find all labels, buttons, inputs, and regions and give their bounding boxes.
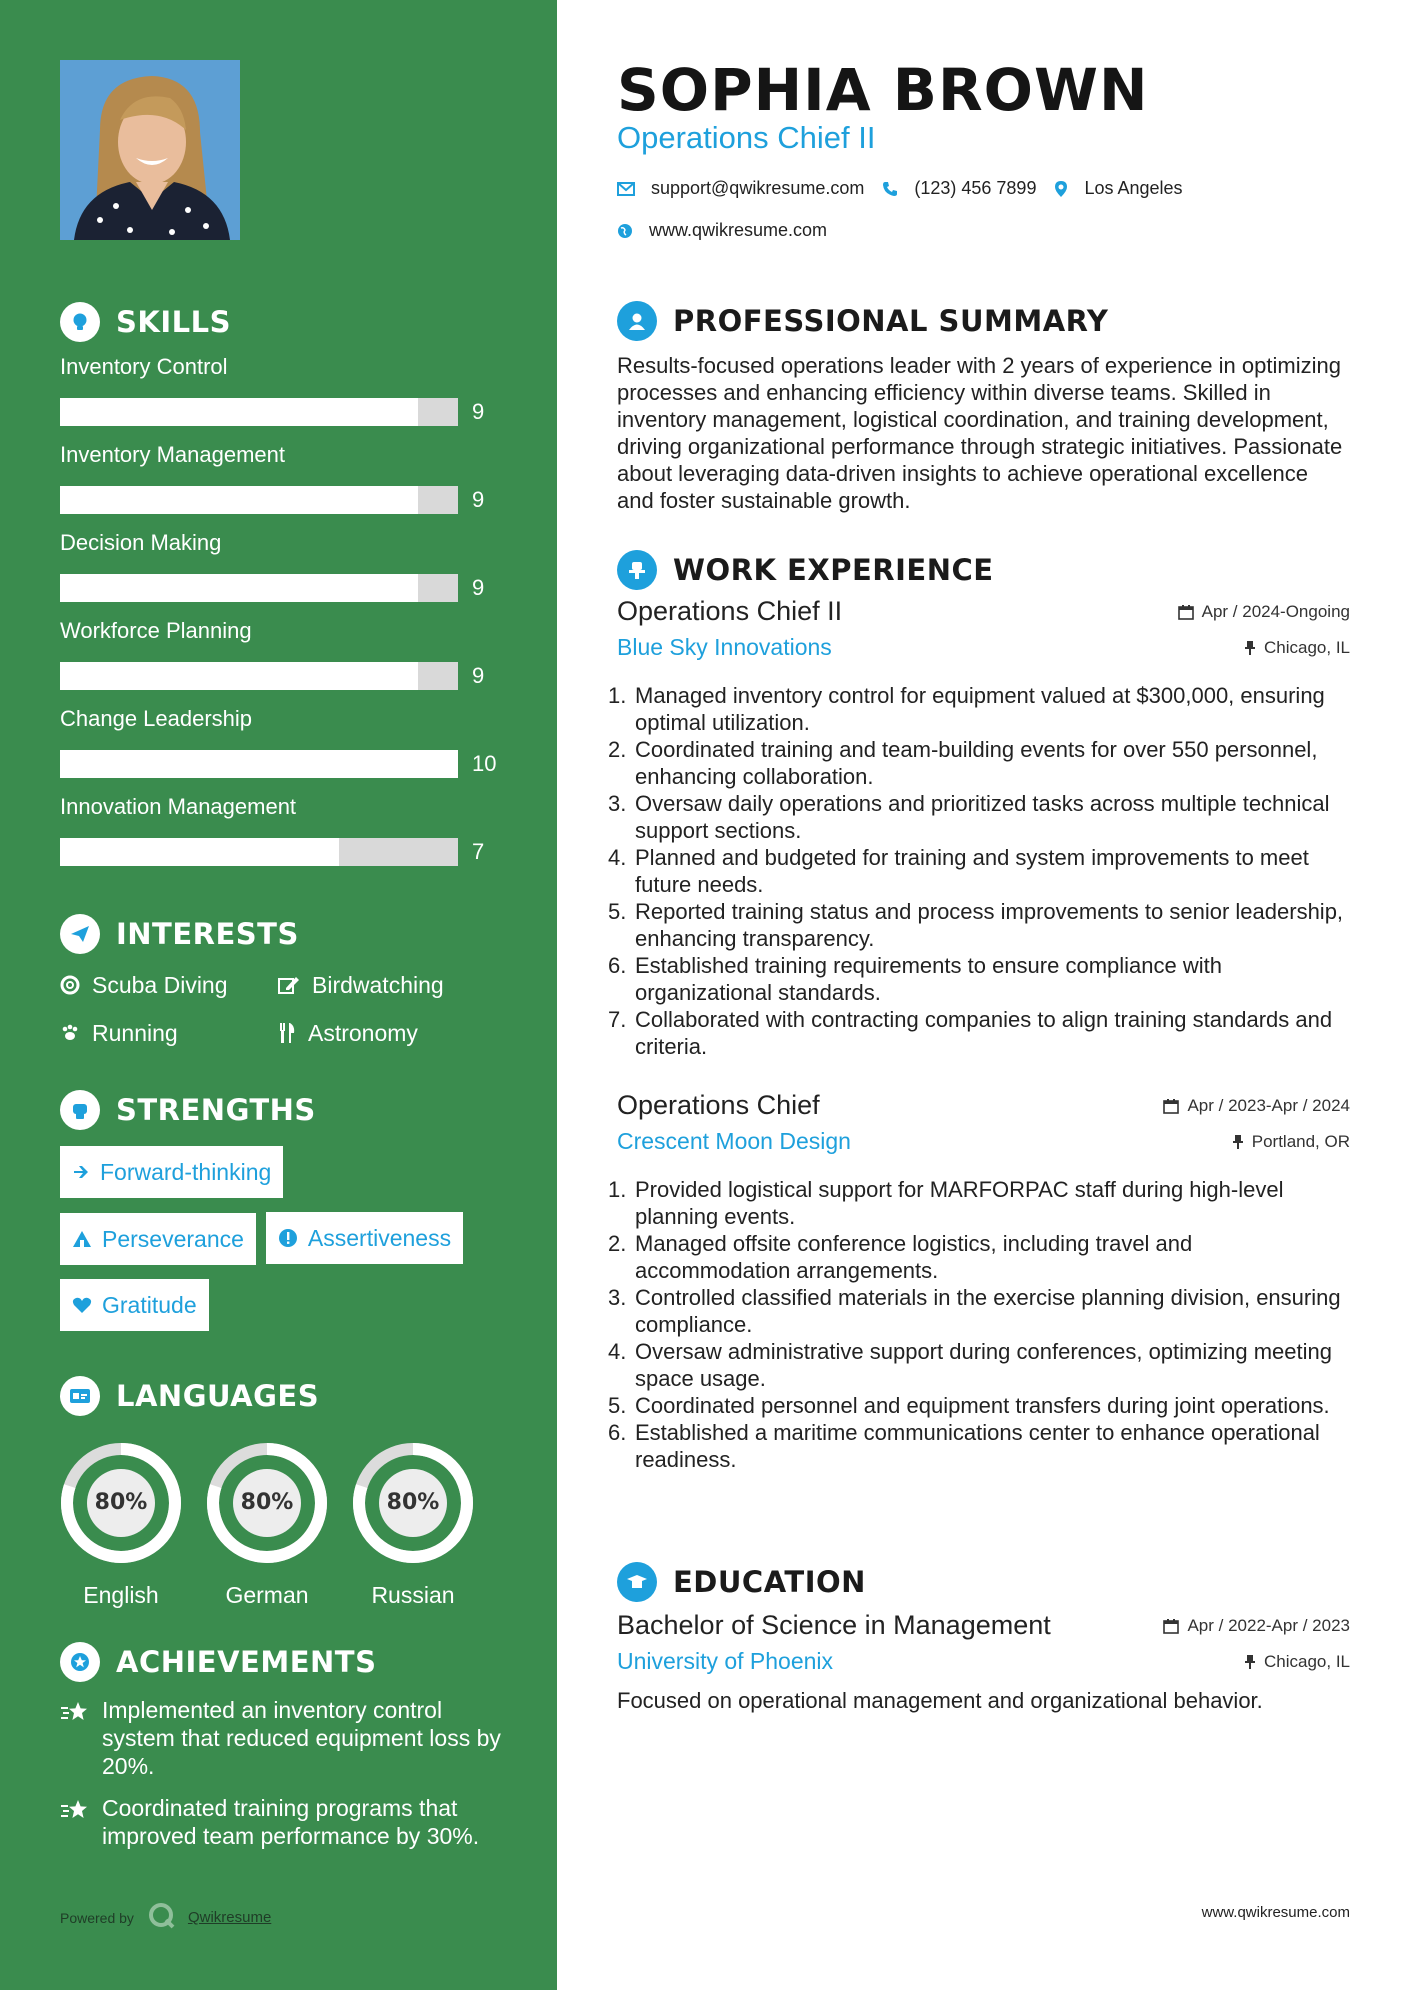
- bullet-number: 4.: [608, 1339, 627, 1364]
- skill-bar-fill: [60, 486, 418, 514]
- qwikresume-link[interactable]: Qwikresume: [187, 1909, 272, 1926]
- strength-tag: [266, 1212, 463, 1264]
- skill-level: 9: [472, 575, 485, 600]
- calendar-icon: [1163, 1098, 1179, 1114]
- bullet-text: Controlled classified materials in the exercise planning division, ensuring compliance.: [635, 1285, 1341, 1337]
- strengths-section: [60, 1090, 500, 1345]
- website-row: [617, 220, 845, 241]
- skill-name: Inventory Control: [60, 354, 228, 379]
- strength-label: Gratitude: [102, 1291, 197, 1318]
- job-location-text: Chicago, IL: [1264, 638, 1350, 657]
- exclamation-circle-icon: [278, 1228, 298, 1248]
- qwikresume-logo-icon: [148, 1902, 176, 1933]
- skill-bar-fill: [60, 838, 339, 866]
- graduation-cap-icon: [617, 1562, 657, 1602]
- utensils-icon: [278, 1022, 296, 1044]
- skill-bar: [60, 750, 458, 778]
- interest-label: Scuba Diving: [92, 971, 228, 998]
- skill-list: [60, 350, 497, 878]
- interest-item: [278, 1016, 498, 1050]
- bullet-text: Reported training status and process improvements to senior leadership, enhancing transparency.: [635, 899, 1344, 951]
- briefcase-icon: [617, 550, 657, 590]
- language-list: [60, 1442, 498, 1609]
- job-bullet: [608, 1230, 1350, 1284]
- skill-item: [60, 350, 485, 438]
- job-dates: [1178, 602, 1350, 622]
- language-item: [352, 1442, 474, 1609]
- skill-name: Decision Making: [60, 530, 222, 555]
- degree-name: Bachelor of Science in Management: [617, 1610, 1051, 1640]
- languages-title: LANGUAGES: [116, 1379, 320, 1413]
- language-item: [206, 1442, 328, 1609]
- interests-title: INTERESTS: [116, 917, 299, 951]
- achievement-item: [60, 1696, 502, 1780]
- job-dates: [1163, 1096, 1350, 1116]
- skill-bar-fill: [60, 398, 418, 426]
- phone-text: (123) 456 7899: [914, 178, 1037, 198]
- shooting-star-icon: [60, 1798, 90, 1822]
- bullet-number: 2.: [608, 1231, 627, 1256]
- bullet-text: Coordinated personnel and equipment transfers during joint operations.: [635, 1393, 1330, 1418]
- strengths-header: [60, 1090, 500, 1130]
- email-contact[interactable]: [617, 178, 864, 199]
- phone-icon: [882, 181, 898, 197]
- education-dates-text: Apr / 2022-Apr / 2023: [1187, 1616, 1350, 1635]
- language-progress-ring: [352, 1442, 474, 1564]
- skill-bar: [60, 398, 458, 426]
- user-icon: [617, 301, 657, 341]
- strength-list: [60, 1146, 500, 1345]
- job-location: [1244, 638, 1350, 658]
- achievement-list: [60, 1696, 502, 1850]
- skill-item: [60, 790, 485, 878]
- languages-header: [60, 1376, 498, 1416]
- education-dates: [1163, 1616, 1350, 1636]
- job-location-text: Portland, OR: [1251, 1132, 1350, 1151]
- bullet-text: Managed offsite conference logistics, including travel and accommodation arrangements.: [635, 1231, 1193, 1283]
- candidate-name: SOPHIA BROWN: [617, 56, 1149, 124]
- language-percent: 80%: [94, 1490, 148, 1515]
- bullet-number: 6.: [608, 953, 627, 978]
- heart-icon: [72, 1296, 92, 1314]
- experience-title: WORK EXPERIENCE: [673, 553, 994, 587]
- skill-name: Workforce Planning: [60, 618, 252, 643]
- skill-bar-fill: [60, 574, 418, 602]
- bullet-text: Oversaw daily operations and prioritized tasks across multiple technical support sections.: [635, 791, 1330, 843]
- job-dates-text: Apr / 2024-Ongoing: [1201, 602, 1350, 621]
- fist-icon: [60, 1090, 100, 1130]
- job-bullet: [608, 1284, 1350, 1338]
- mountain-icon: [72, 1230, 92, 1248]
- interests-section: [60, 914, 498, 1050]
- website-contact[interactable]: [617, 220, 827, 241]
- paw-icon: [60, 1023, 80, 1043]
- sidebar: [0, 0, 557, 1990]
- paper-plane-icon: [60, 914, 100, 954]
- skill-name: Change Leadership: [60, 706, 253, 731]
- skill-bar-fill: [60, 662, 418, 690]
- job-role: Operations Chief II: [617, 596, 843, 626]
- skill-level: 9: [472, 487, 485, 512]
- skill-bar: [60, 486, 458, 514]
- job-bullet: [608, 790, 1350, 844]
- strength-tag: [60, 1279, 209, 1331]
- job-bullets: [608, 682, 1350, 1060]
- bullet-text: Established training requirements to ensure compliance with organizational standards.: [635, 953, 1222, 1005]
- skill-name: Inventory Management: [60, 442, 286, 467]
- language-progress-ring: [60, 1442, 182, 1564]
- skill-bar-fill: [60, 750, 458, 778]
- job-bullet: [608, 1176, 1350, 1230]
- location-contact: [1054, 178, 1182, 199]
- summary-text: Results-focused operations leader with 2 years of experience in optimizing processes and enhancing efficiency within diverse teams. Skilled in inventory management, logistical coordination, and training development, driving organizational performance through strategic initiatives. Passionate about leveraging data-driven insights to achieve operational excellence and foster sustainable growth.: [617, 353, 1343, 513]
- skill-bar: [60, 838, 458, 866]
- strength-label: Assertiveness: [307, 1224, 452, 1251]
- envelope-icon: [617, 182, 635, 196]
- job-entry: [608, 596, 1350, 1060]
- job-dates-text: Apr / 2023-Apr / 2024: [1187, 1096, 1350, 1115]
- job-bullets: [608, 1176, 1350, 1473]
- bullet-number: 3.: [608, 791, 627, 816]
- language-name: German: [225, 1582, 309, 1608]
- powered-by: [60, 1902, 271, 1933]
- calendar-icon: [1163, 1618, 1179, 1634]
- bullet-number: 1.: [608, 683, 627, 708]
- profile-photo: [60, 60, 240, 240]
- phone-contact[interactable]: [882, 178, 1036, 199]
- job-bullet: [608, 898, 1350, 952]
- job-bullet: [608, 1392, 1350, 1419]
- bullet-text: Managed inventory control for equipment valued at $300,000, ensuring optimal utilization.: [635, 683, 1325, 735]
- calendar-icon: [1178, 604, 1194, 620]
- achievement-item: [60, 1794, 502, 1850]
- job-bullet: [608, 844, 1350, 898]
- school-name: University of Phoenix: [617, 1648, 834, 1674]
- skills-title: SKILLS: [116, 305, 231, 339]
- bullet-text: Coordinated training and team-building events for over 550 personnel, enhancing collaboration.: [635, 737, 1318, 789]
- interest-label: Astronomy: [308, 1019, 418, 1046]
- language-percent: 80%: [240, 1490, 294, 1515]
- strength-label: Perseverance: [102, 1225, 244, 1252]
- job-bullet: [608, 1338, 1350, 1392]
- star-badge-icon: [60, 1642, 100, 1682]
- skill-level: 9: [472, 663, 485, 688]
- strength-tag: [60, 1213, 256, 1265]
- skill-item: [60, 526, 485, 614]
- education-header: [617, 1562, 866, 1602]
- skill-item: [60, 614, 485, 702]
- language-name: English: [83, 1582, 159, 1608]
- education-location-text: Chicago, IL: [1264, 1652, 1350, 1671]
- footer-url[interactable]: www.qwikresume.com: [1201, 1904, 1350, 1921]
- bullet-number: 5.: [608, 899, 627, 924]
- candidate-title: Operations Chief II: [617, 120, 876, 155]
- job-bullet: [608, 736, 1350, 790]
- globe-icon: [617, 223, 633, 239]
- edit-icon: [278, 975, 300, 995]
- map-marker-icon: [1054, 180, 1068, 198]
- skill-bar: [60, 574, 458, 602]
- job-company: Crescent Moon Design: [617, 1128, 851, 1154]
- bullet-text: Oversaw administrative support during conferences, optimizing meeting space usage.: [635, 1339, 1332, 1391]
- job-entry: [608, 1090, 1350, 1473]
- language-item: [60, 1442, 182, 1609]
- education-location: [1244, 1652, 1350, 1672]
- job-location: [1232, 1132, 1350, 1152]
- shooting-star-icon: [60, 1700, 90, 1724]
- interest-list: [60, 968, 498, 1050]
- language-progress-ring: [206, 1442, 328, 1564]
- bullet-number: 7.: [608, 1007, 627, 1032]
- job-bullet: [608, 952, 1350, 1006]
- location-text: Los Angeles: [1084, 178, 1183, 198]
- strength-label: Forward-thinking: [100, 1158, 272, 1185]
- pin-icon: [1244, 1654, 1256, 1670]
- bullet-number: 2.: [608, 737, 627, 762]
- job-bullet: [608, 1006, 1350, 1060]
- job-bullet: [608, 682, 1350, 736]
- achievements-title: ACHIEVEMENTS: [116, 1645, 377, 1679]
- strength-row: [60, 1212, 500, 1279]
- skills-section: [60, 302, 497, 878]
- experience-header: [617, 550, 994, 590]
- summary-title: PROFESSIONAL SUMMARY: [673, 304, 1109, 338]
- job-company: Blue Sky Innovations: [617, 634, 832, 660]
- achievements-section: [60, 1642, 502, 1850]
- interest-label: Birdwatching: [312, 971, 444, 998]
- strengths-title: STRENGTHS: [116, 1093, 316, 1127]
- bullet-number: 5.: [608, 1393, 627, 1418]
- interests-header: [60, 914, 498, 954]
- life-ring-icon: [60, 975, 80, 995]
- bullet-number: 6.: [608, 1420, 627, 1445]
- achievement-text: Implemented an inventory control system that reduced equipment loss by 20%.: [102, 1697, 501, 1779]
- language-icon: [60, 1376, 100, 1416]
- contact-row: [617, 178, 1201, 199]
- interest-item: [60, 1016, 278, 1050]
- strength-row: [60, 1146, 500, 1212]
- bullet-number: 4.: [608, 845, 627, 870]
- job-bullet: [608, 1419, 1350, 1473]
- education-entry: [617, 1610, 1350, 1714]
- bullet-number: 3.: [608, 1285, 627, 1310]
- skill-item: [60, 702, 497, 790]
- language-percent: 80%: [386, 1490, 440, 1515]
- bullet-text: Provided logistical support for MARFORPAC staff during high-level planning events.: [635, 1177, 1284, 1229]
- achievements-header: [60, 1642, 502, 1682]
- interest-item: [278, 968, 498, 1002]
- arrow-right-icon: [72, 1163, 90, 1181]
- powered-by-label: Powered by: [60, 1909, 134, 1926]
- achievement-text: Coordinated training programs that improved team performance by 30%.: [102, 1795, 480, 1849]
- bullet-text: Collaborated with contracting companies to align training standards and criteria.: [635, 1007, 1333, 1059]
- pin-icon: [1244, 640, 1256, 656]
- bullet-number: 1.: [608, 1177, 627, 1202]
- language-name: Russian: [371, 1582, 455, 1608]
- skill-level: 7: [472, 839, 485, 864]
- interest-label: Running: [92, 1019, 178, 1046]
- bullet-text: Planned and budgeted for training and system improvements to meet future needs.: [635, 845, 1309, 897]
- education-description: Focused on operational management and organizational behavior.: [617, 1688, 1263, 1713]
- languages-section: [60, 1376, 498, 1609]
- education-title: EDUCATION: [673, 1565, 866, 1599]
- skill-level: 10: [472, 751, 497, 776]
- email-text: support@qwikresume.com: [651, 178, 865, 198]
- skill-bar: [60, 662, 458, 690]
- strength-row: [60, 1279, 500, 1345]
- skills-header: [60, 302, 296, 342]
- summary-header: [617, 301, 1108, 341]
- bullet-text: Established a maritime communications center to enhance operational readiness.: [635, 1420, 1320, 1472]
- strength-tag: [60, 1146, 283, 1198]
- skill-level: 9: [472, 399, 485, 424]
- job-role: Operations Chief: [617, 1090, 820, 1120]
- pin-icon: [1232, 1134, 1244, 1150]
- skill-item: [60, 438, 485, 526]
- website-text: www.qwikresume.com: [649, 220, 828, 240]
- skill-name: Innovation Management: [60, 794, 297, 819]
- interest-item: [60, 968, 278, 1002]
- lightbulb-icon: [60, 302, 100, 342]
